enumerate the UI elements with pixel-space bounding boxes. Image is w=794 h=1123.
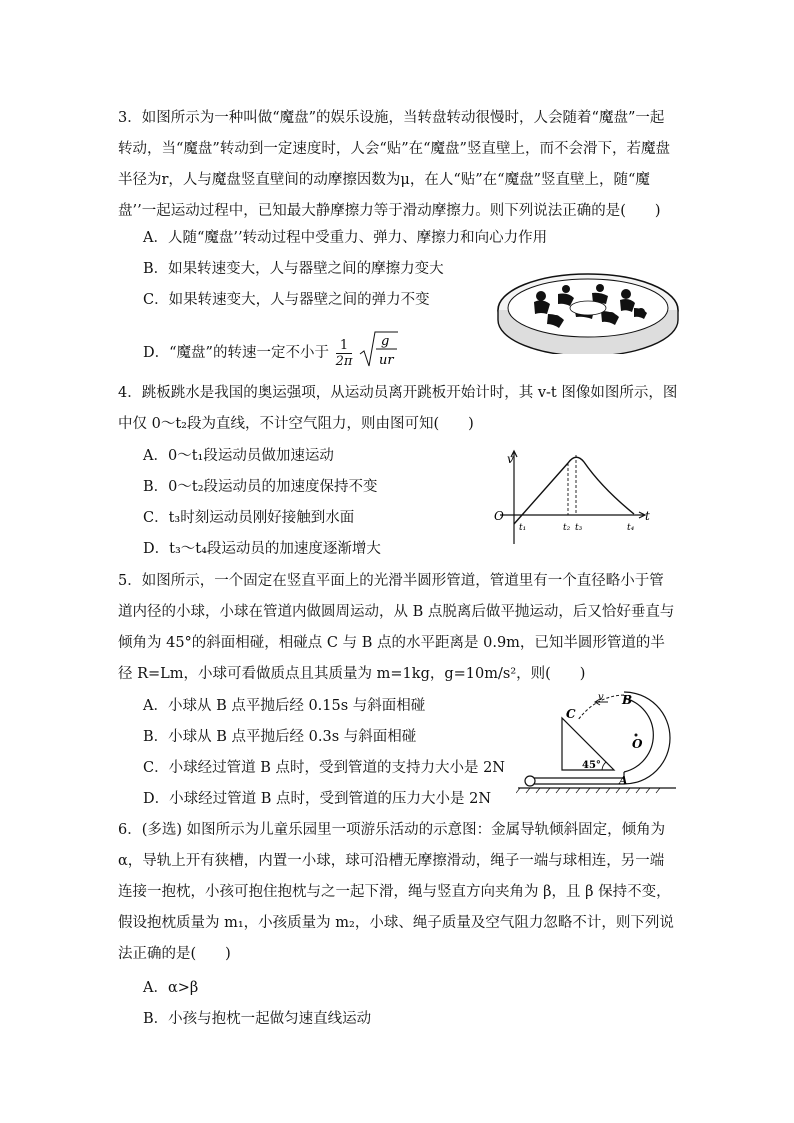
q3-option-c: C．如果转速变大，人与器壁之间的弹力不变 [143,292,430,308]
root-denominator: ur [379,353,394,368]
tick-t3: t₃ [575,523,583,533]
semicircle-pipe-figure [516,690,678,794]
q5-option-c: C．小球经过管道 B 点时，受到管道的支持力大小是 2N [143,760,505,776]
point-c-label: C [566,707,576,721]
tick-t1: t₁ [519,523,527,533]
fraction-numerator: 1 [336,338,353,354]
q3-option-d [143,330,399,376]
question-3-text: 3．如图所示为一种叫做“魔盘”的娱乐设施，当转盘转动很慢时，人会随着“魔盘”一起转动，当“魔盘”转动到一定速度时，人会“贴”在“魔盘”竖直壁上，而不会滑下，若魔盘半径为r，人与魔盘竖直壁间的动摩擦因数为μ，在人“贴”在“魔盘”竖直壁上，随“魔盘’’一起运动过程中，已知最大静摩擦力等于滑动摩擦力。则下列说法正确的是( ) [118,110,670,219]
point-o-label: O [632,737,643,751]
fraction-denominator: 2π [335,353,353,369]
question-5-stem [118,566,678,690]
tick-t2: t₂ [563,523,571,533]
q5-option-b: B．小球从 B 点平抛后经 0.3s 与斜面相碰 [143,729,417,745]
question-3-stem [118,103,678,227]
q3-option-a: A．人随“魔盘’’转动过程中受重力、弹力、摩擦力和向心力作用 [143,230,548,246]
question-6-text: 6．(多选) 如图所示为儿童乐园里一项游乐活动的示意图：金属导轨倾斜固定，倾角为 α，导轨上开有狭槽，内置一小球，球可沿槽无摩擦滑动，绳子一端与球相连，另一端连接一抱枕，小孩可抱住抱枕与之一起下滑，绳与竖直方向夹角为 β，且 β 保持不变，假设抱枕质量为 m₁，小孩质量为 m₂，小球、绳子质量及空气阻力忽略不计，则下列说法正确的是( ) [118,822,674,962]
angle-label: 45° [582,760,601,771]
q3-option-d-text: D．“魔盘”的转速一定不小于 [143,345,329,361]
q4-option-b: B．0～t₂段运动员的加速度保持不变 [143,479,378,495]
q6-option-a: A．α>β [143,980,199,996]
question-4-stem [118,378,678,440]
root-numerator: g [381,334,390,349]
axis-t-label: t [645,509,650,523]
q5-option-d: D．小球经过管道 B 点时，受到管道的压力大小是 2N [143,791,492,807]
q4-option-a: A．0～t₁段运动员做加速运动 [143,448,334,464]
question-5-text: 5．如图所示，一个固定在竖直平面上的光滑半圆形管道，管道里有一个直径略小于管道内径的小球，小球在管道内做圆周运动，从 B 点脱离后做平抛运动，后又恰好垂直与倾角为 45°的斜面相碰，相碰点 C 与 B 点的水平距离是 0.9m，已知半圆形管道的半径 R=Lm，小球可看做质点且其质量为 m=1kg，g=10m/s²，则( ) [118,573,675,682]
q5-option-a: A．小球从 B 点平抛后经 0.15s 与斜面相碰 [143,698,426,714]
q4-option-d: D．t₃～t₄段运动员的加速度逐渐增大 [143,541,381,557]
fraction [336,338,353,369]
question-6-stem [118,815,678,970]
axis-v-label: v [507,452,514,466]
point-b-label: B [622,693,633,707]
origin-label: O [494,509,504,523]
tick-t4: t₄ [627,523,635,533]
v-t-graph [484,448,656,548]
q6-option-b: B．小孩与抱枕一起做匀速直线运动 [143,1011,372,1027]
question-4-text: 4．跳板跳水是我国的奥运强项，从运动员离开跳板开始计时，其 v-t 图像如图所示，图中仅 0～t₂段为直线，不计空气阻力，则由图可知( ) [118,385,678,432]
magic-disc-figure [496,262,680,354]
q3-option-b: B．如果转速变大，人与器壁之间的摩擦力变大 [143,261,444,277]
q4-option-c: C．t₃时刻运动员刚好接触到水面 [143,510,355,526]
square-root [359,330,399,376]
point-a-label: A [619,774,628,787]
velocity-label: v [598,692,604,703]
